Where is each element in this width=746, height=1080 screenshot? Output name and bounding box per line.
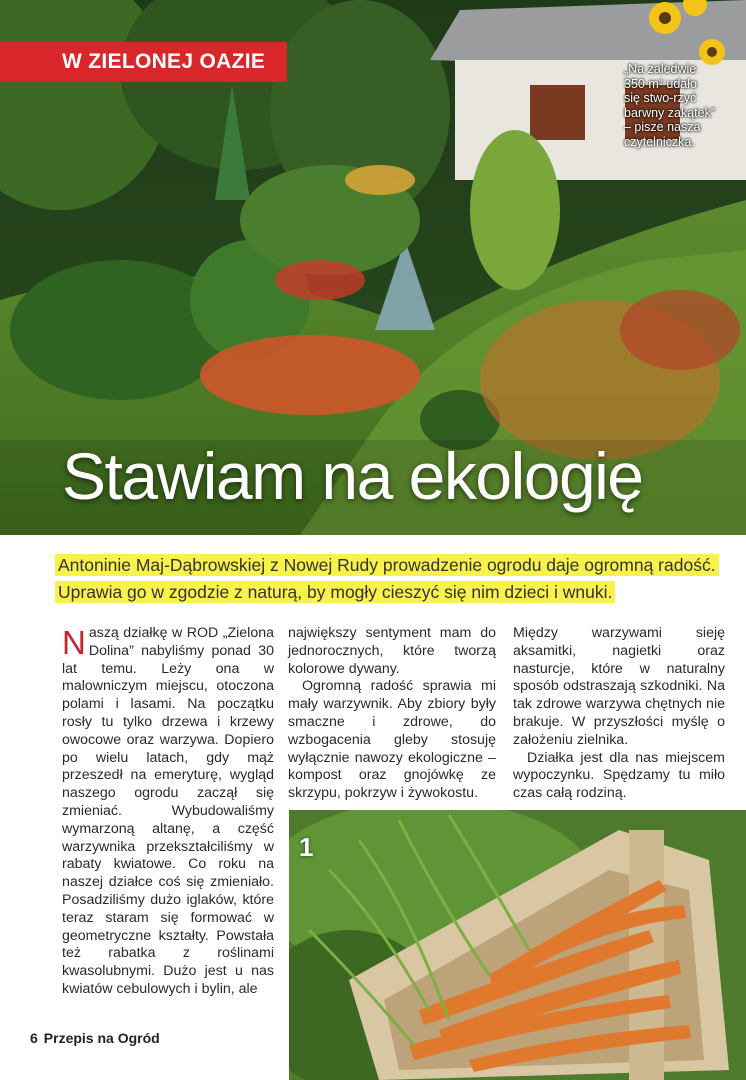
photo-caption: „Na zaledwie 350 m² udało się stwo-rzyć barwny zakątek” – pisze nasza czytelniczka. [624,62,716,149]
carrots-in-crate-image [289,810,746,1080]
page-number: 6 [30,1030,38,1046]
hero-photo [0,0,746,535]
paragraph [62,625,274,999]
paragraph: Między warzywami sieję aksamitki, nagietki oraz nasturcje, które w naturalny sposób odstraszają szkodniki. Na tak zdrowe warzywa chętnych nie brakuje. W przyszłości myślę o założeniu zielnika. [513,625,725,748]
photo-number: 1 [299,832,314,862]
page-footer [30,1030,160,1046]
article-headline: Stawiam na ekologię [62,439,643,513]
article-column-2 [288,625,496,803]
paragraph: Ogromną radość sprawia mi mały warzywnik. Aby zbiory były smaczne i zdrowe, do wzbogacenia gleby stosuję wyłącznie nawozy ekologiczne – kompost oraz gnojówkę ze skrzypu, pokrzyw i żywokostu. [288,678,496,802]
article-column-3 [513,625,725,803]
lead-paragraph [55,552,727,606]
article-column-1 [62,625,274,999]
paragraph: największy sentyment mam do jednorocznych, które tworzą kolorowe dywany. [288,625,496,677]
section-tag: W ZIELONEJ OAZIE [0,42,287,82]
dropcap: N [62,624,86,661]
carrot-photo [289,810,746,1080]
paragraph: Działka jest dla nas miejscem wypoczynku. Spędzamy tu miło czas całą rodziną. [513,749,725,802]
lead-text: Antoninie Maj-Dąbrowskiej z Nowej Rudy prowadzenie ogrodu daje ogromną radość. Uprawia go w zgodzie z naturą, by mogły cieszyć się nim dzieci i wnuki. [55,554,719,603]
magazine-name: Przepis na Ogród [43,1030,160,1046]
paragraph-text: aszą działkę w ROD „Zielona Dolina” nabyliśmy ponad 30 lat temu. Leży ona w malowniczym miejscu, otoczona polami i lasami. Na początku rosły tu tylko drzewa i krzewy owocowe oraz warzywa. Dopiero po wielu latach, gdy mąż przeszedł na emeryturę, wygląd naszego ogrodu zaczął się zmieniać. Wybudowaliśmy wymarzoną altanę, a część warzywnika przekształciliśmy w rabaty kwiatowe. Co roku na naszej działce coś się zmieniało. Posadziliśmy dużo iglaków, które teraz staram się formować w geometryczne kształty. Powstała też rabatka z roślinami kwasolubnymi. Dużo jest u nas kwiatów cebulowych i bylin, ale [62,625,274,997]
